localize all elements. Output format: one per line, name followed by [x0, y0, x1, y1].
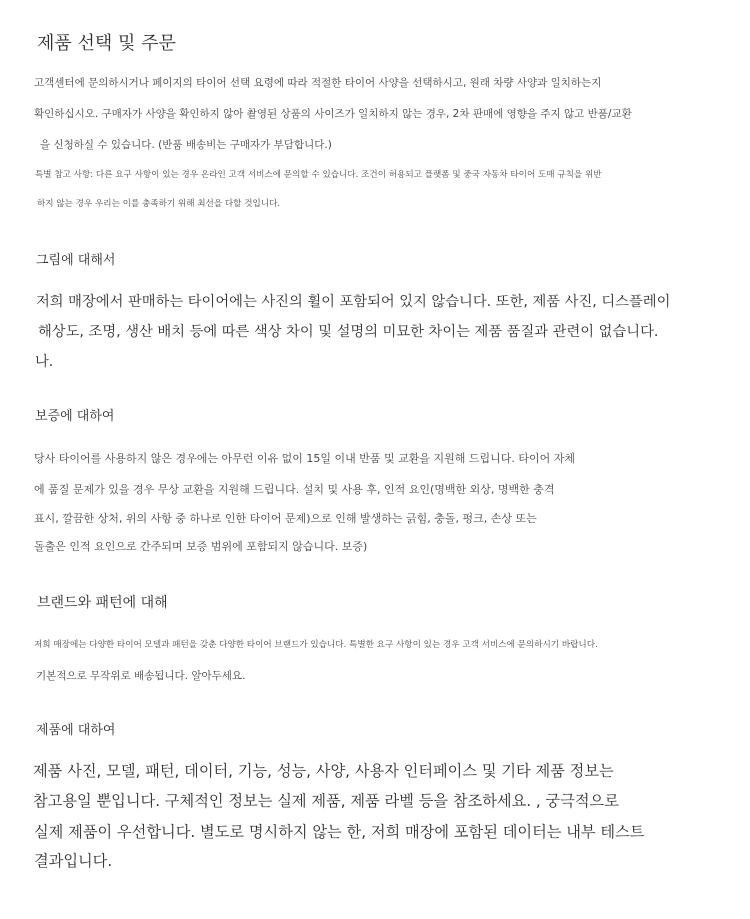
section-heading-product: 제품에 대하여: [36, 723, 116, 738]
section-heading-brand: 브랜드와 패턴에 대해: [37, 595, 168, 611]
warranty-line-4: 돌출은 인적 요인으로 간주되며 보증 범위에 포함되지 않습니다. 보증): [34, 540, 368, 553]
intro-note-line-2: 하지 않는 경우 우리는 이를 충족하기 위해 최선을 다할 것입니다.: [37, 199, 281, 209]
picture-line-3: 나.: [35, 354, 54, 370]
intro-line-3: 을 신청하실 수 있습니다. (반품 배송비는 구매자가 부담합니다.): [40, 139, 332, 151]
brand-line-2: 기본적으로 무작위로 배송됩니다. 알아두세요.: [36, 670, 246, 682]
product-line-3: 실제 제품이 우선합니다. 별도로 명시하지 않는 한, 저희 매장에 포함된 데이터는 내부 테스트: [34, 823, 645, 841]
product-line-4: 결과입니다.: [34, 852, 113, 870]
warranty-line-2: 에 품질 문제가 있을 경우 무상 교환을 지원해 드립니다. 설치 및 사용 후, 인적 요인(명백한 외상, 명백한 충격: [34, 483, 555, 496]
picture-line-2: 해상도, 조명, 생산 배치 등에 따른 색상 차이 및 설명의 미묘한 차이는 제품 품질과 관련이 없습니다.: [38, 324, 659, 340]
warranty-line-3: 표시, 깔끔한 상처, 위의 사항 중 하나로 인한 타이어 문제)으로 인해 발생하는 긁힘, 충돌, 펑크, 손상 또는: [34, 512, 537, 525]
section-heading-warranty: 보증에 대하여: [35, 409, 115, 424]
picture-line-1: 저희 매장에서 판매하는 타이어에는 사진의 휠이 포함되어 있지 않습니다. 또한, 제품 사진, 디스플레이: [36, 294, 671, 310]
intro-line-1: 고객센터에 문의하시거나 페이지의 타이어 선택 요령에 따라 적절한 타이어 사양을 선택하시고, 원래 차량 사양과 일치하는지: [34, 77, 602, 89]
page-title: 제품 선택 및 주문: [37, 33, 176, 54]
section-heading-picture: 그림에 대해서: [36, 253, 116, 268]
brand-line-1: 저희 매장에는 다양한 타이어 모델과 패턴을 갖춘 다양한 타이어 브랜드가 있습니다. 특별한 요구 사항이 있는 경우 고객 서비스에 문의하시기 바랍니다.: [34, 640, 598, 650]
product-line-2: 참고용일 뿐입니다. 구체적인 정보는 실제 제품, 제품 라벨 등을 참조하세요. , 궁극적으로: [33, 792, 619, 810]
intro-line-2: 확인하십시오. 구매자가 사양을 확인하지 않아 촬영된 상품의 사이즈가 일치하지 않는 경우, 2차 판매에 영향을 주지 않고 반품/교환: [34, 108, 632, 120]
intro-note-line-1: 특별 참고 사항: 다른 요구 사항이 있는 경우 온라인 고객 서비스에 문의할 수 있습니다. 조건이 허용되고 플랫폼 및 중국 자동차 타이어 도매 규칙을 위반: [35, 170, 602, 180]
product-line-1: 제품 사진, 모델, 패턴, 데이터, 기능, 성능, 사양, 사용자 인터페이스 및 기타 제품 정보는: [33, 762, 614, 780]
warranty-line-1: 당사 타이어를 사용하지 않은 경우에는 아무런 이유 없이 15일 이내 반품 및 교환을 지원해 드립니다. 타이어 자체: [34, 452, 575, 465]
